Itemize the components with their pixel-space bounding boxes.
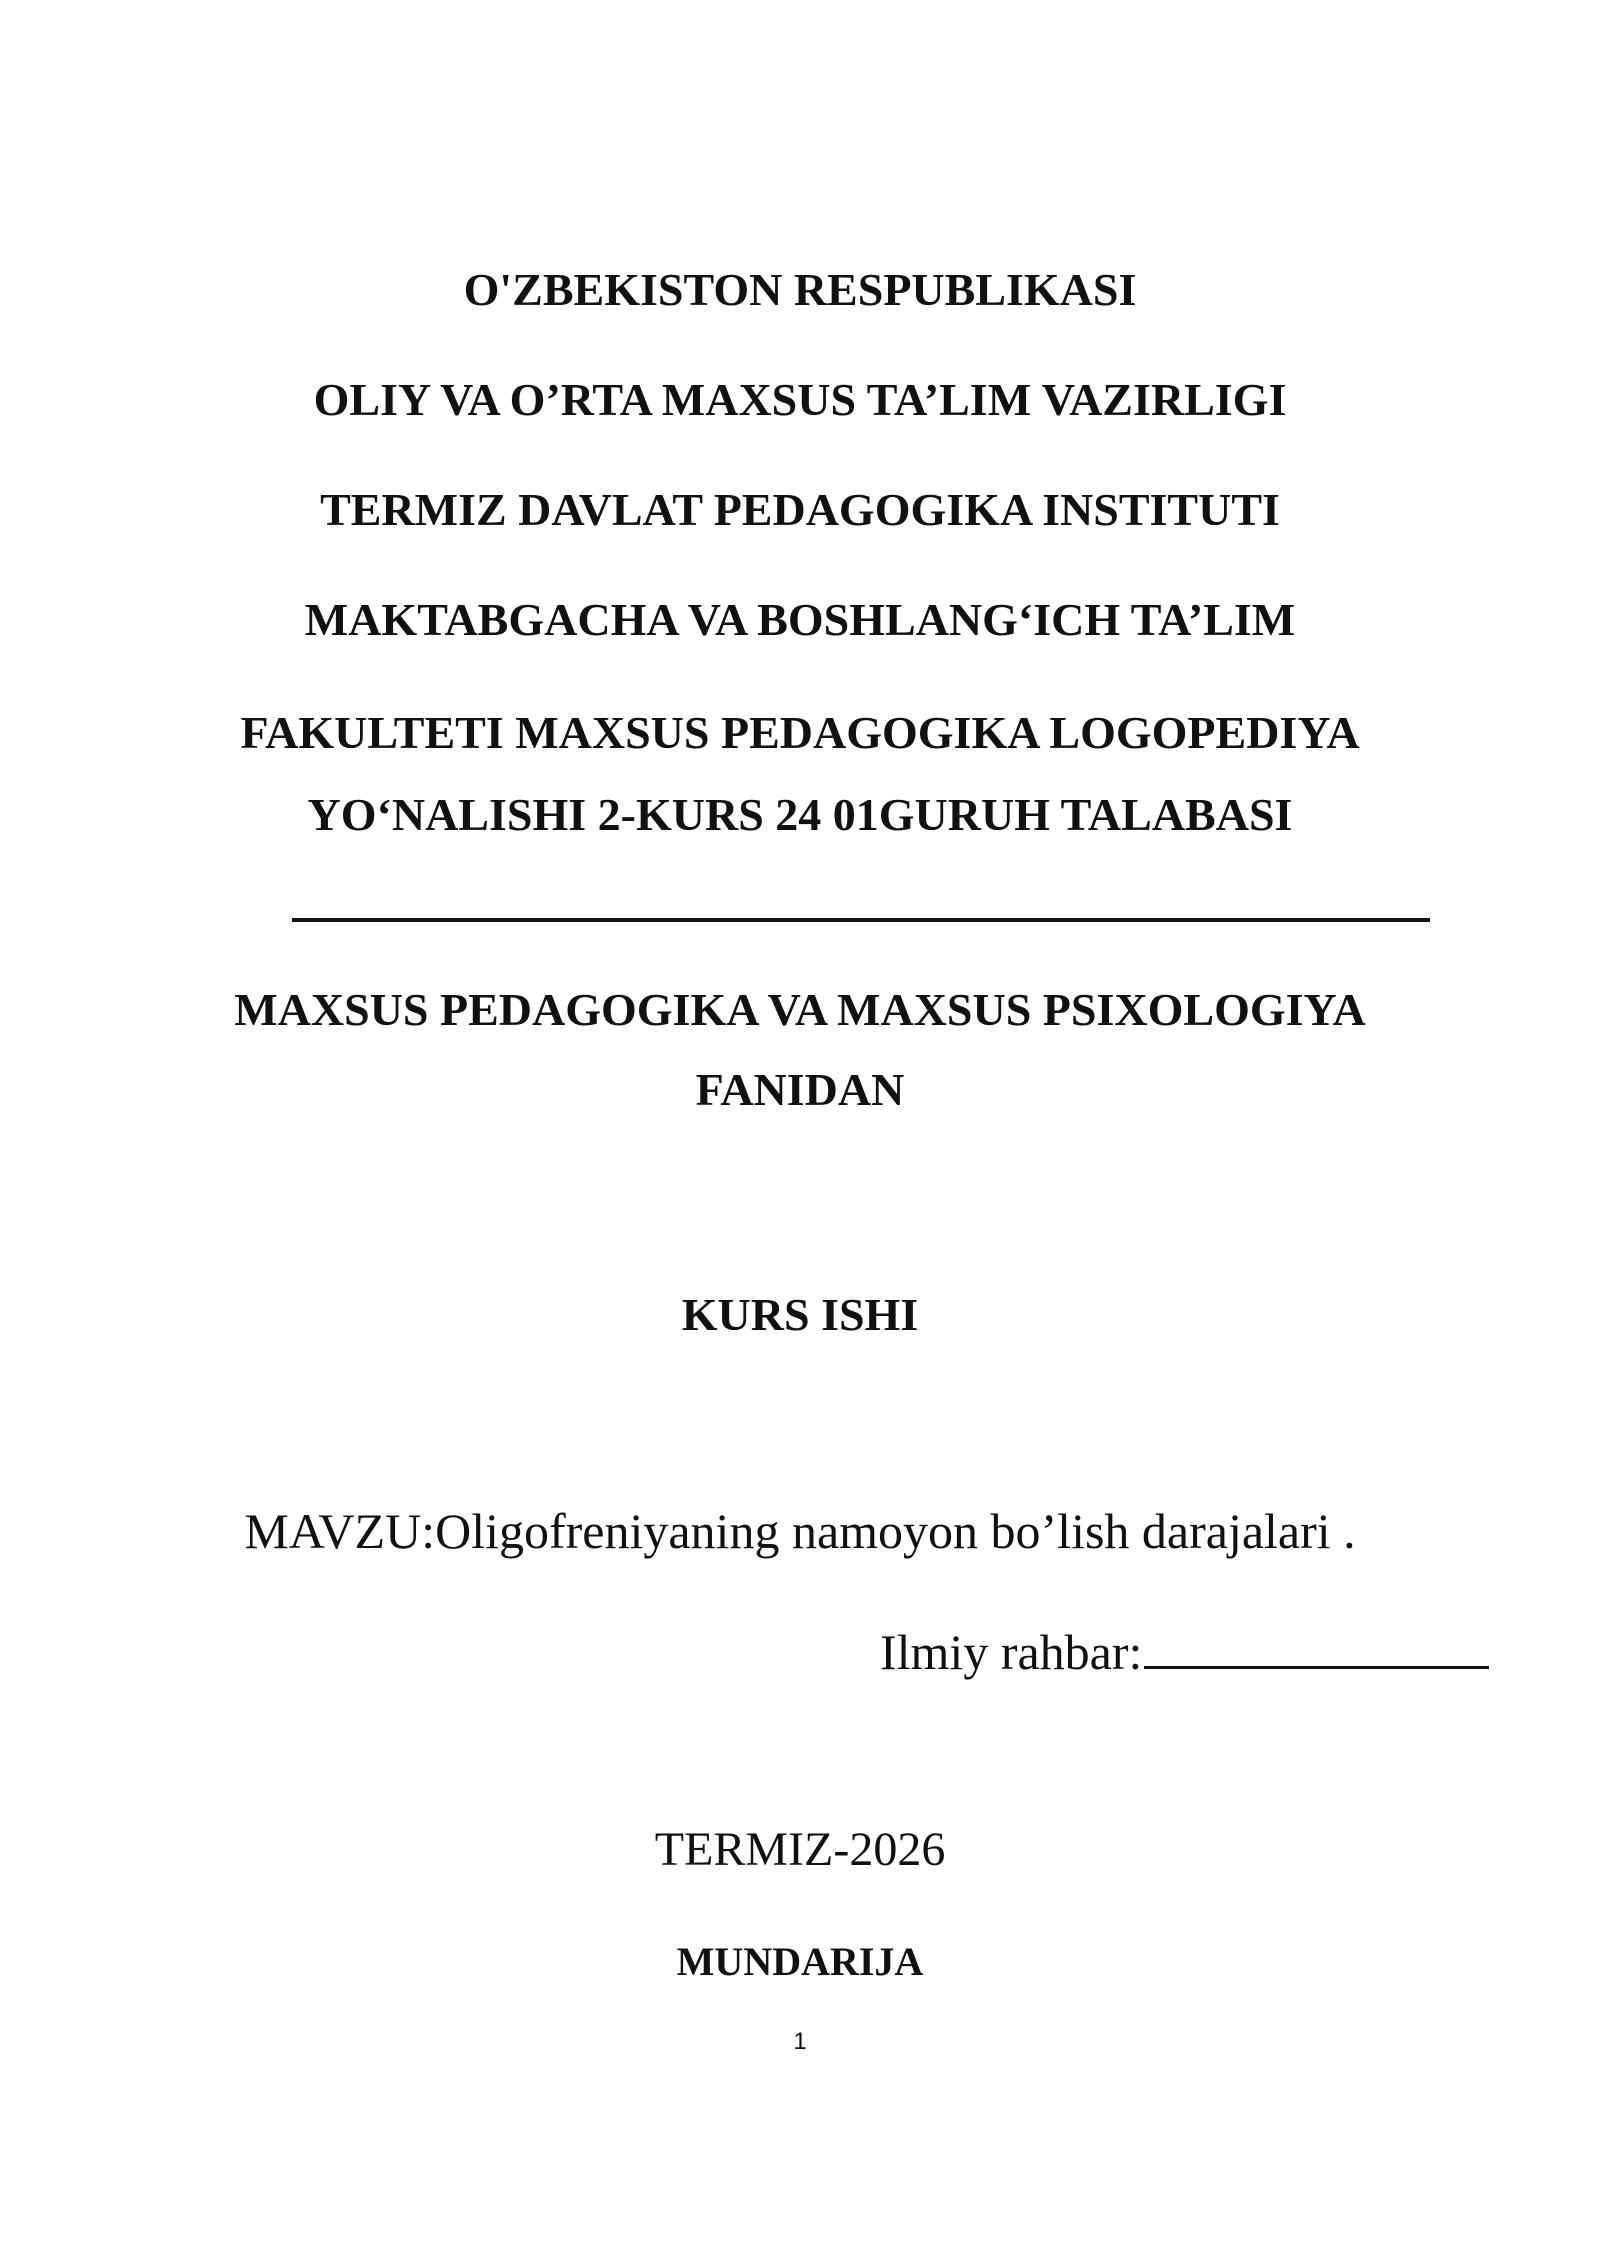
subject-line-1: MAXSUS PEDAGOGIKA VA MAXSUS PSIXOLOGIYA <box>234 984 1366 1035</box>
faculty-line-3: YO‘NALISHI 2-KURS 24 01GURUH TALABASI <box>307 789 1293 840</box>
city-year: TERMIZ-2026 <box>654 1823 946 1876</box>
institute-heading: TERMIZ DAVLAT PEDAGOGIKA INSTITUTI <box>320 484 1280 535</box>
republic-heading: O'ZBEKISTON RESPUBLIKASI <box>463 264 1137 315</box>
page-number: 1 <box>793 2028 807 2055</box>
subject-line-2: FANIDAN <box>695 1064 905 1115</box>
faculty-line-2: FAKULTETI MAXSUS PEDAGOGIKA LOGOPEDIYA <box>240 707 1360 758</box>
student-name-underline <box>292 918 1430 922</box>
advisor-line <box>880 1620 1489 1681</box>
faculty-line-1: MAKTABGACHA VA BOSHLANG‘ICH TA’LIM <box>304 594 1296 645</box>
advisor-blank-line <box>1144 1620 1489 1669</box>
contents-heading: MUNDARIJA <box>676 1939 924 1984</box>
ministry-heading: OLIY VA O’RTA MAXSUS TA’LIM VAZIRLIGI <box>313 374 1287 425</box>
work-type-title: KURS ISHI <box>681 1289 919 1340</box>
advisor-label: Ilmiy rahbar: <box>880 1624 1143 1680</box>
topic-line: MAVZU:Oligofreniyaning namoyon bo’lish darajalari . <box>244 1503 1356 1559</box>
